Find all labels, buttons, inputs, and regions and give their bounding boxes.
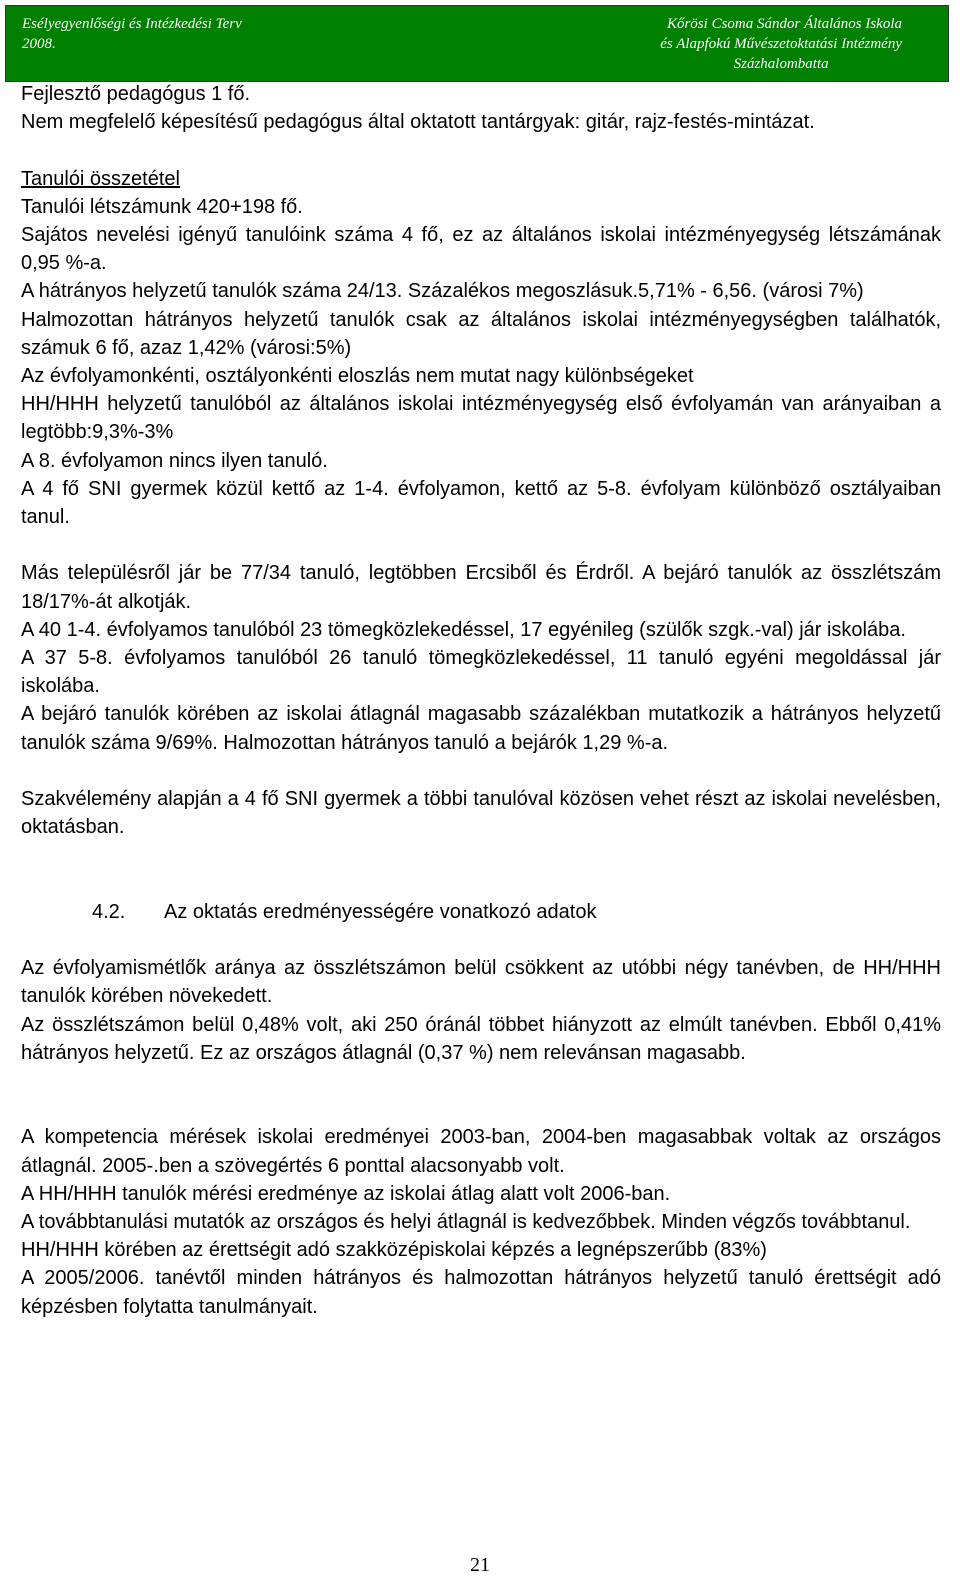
document-year: 2008. — [22, 36, 56, 52]
paragraph: Szakvélemény alapján a 4 fő SNI gyermek a többi tanulóval közösen vehet részt az iskolai nevelésben, oktatásban. — [21, 788, 941, 839]
document-title: Esélyegyenlőségi és Intézkedési Terv — [22, 16, 242, 32]
paragraph: A 2005/2006. tanévtől minden hátrányos és halmozottan hátrányos helyzetű tanuló érettségit adó képzésben folytatta tanulmányait. — [21, 1267, 941, 1318]
paragraph: Fejlesztő pedagógus 1 fő. — [21, 83, 251, 105]
header-right — [660, 14, 902, 74]
paragraph: Az évfolyamismétlők aránya az összlétszámon belül csökkent az utóbbi négy tanévben, de HH/HHH tanulók körében növekedett. — [21, 957, 941, 1008]
school-name: Kőrösi Csoma Sándor Általános Iskola — [666, 16, 902, 32]
paragraph: A továbbtanulási mutatók az országos és helyi átlagnál is kedvezőbbek. Minden végzős továbbtanul. — [21, 1211, 911, 1233]
paragraph: A kompetencia mérések iskolai eredményei 2003-ban, 2004-ben magasabbak voltak az országos átlagnál. 2005-.ben a szövegértés 6 ponttal alacsonyabb volt. — [21, 1126, 941, 1177]
paragraph: A 8. évfolyamon nincs ilyen tanuló. — [21, 449, 328, 472]
school-city: Százhalombatta — [733, 56, 829, 72]
paragraph: A hátrányos helyzetű tanulók száma 24/13. Százalékos megoszlásuk.5,71% - 6,56. (városi 7%) — [21, 280, 864, 303]
paragraph: Halmozottan hátrányos helyzetű tanulók csak az általános iskolai intézményegységben találhatók, számuk 6 fő, azaz 1,42% (városi:5%) — [21, 308, 941, 359]
paragraph: A bejáró tanulók körében az iskolai átlagnál magasabb százalékban mutatkozik a hátrányos helyzetű tanulók száma 9/69%. Halmozottan hátrányos tanuló a bejárók 1,29 %-a. — [21, 703, 941, 754]
paragraph: HH/HHH helyzetű tanulóból az általános iskolai intézményegység első évfolyamán van arányaiban a legtöbb:9,3%-3% — [21, 393, 941, 444]
paragraph: A 4 fő SNI gyermek közül kettő az 1-4. évfolyamon, kettő az 5-8. évfolyam különböző osztályaiban tanul. — [21, 477, 941, 529]
paragraph: Sajátos nevelési igényű tanulóink száma 4 fő, ez az általános iskolai intézményegység létszámának 0,95 %-a. — [21, 224, 941, 275]
page-number: 21 — [470, 1554, 490, 1576]
section-title: Az oktatás eredményességére vonatkozó adatok — [164, 900, 597, 923]
paragraph: A HH/HHH tanulók mérési eredménye az iskolai átlag alatt volt 2006-ban. — [21, 1182, 671, 1205]
paragraph: Az évfolyamonkénti, osztályonkénti eloszlás nem mutat nagy különbségeket — [21, 365, 694, 388]
section-number: 4.2. — [92, 900, 126, 923]
section-heading — [21, 898, 941, 926]
paragraph: A 40 1-4. évfolyamos tanulóból 23 tömegközlekedéssel, 17 egyénileg (szülők szgk.-val) jár iskolába. — [21, 618, 906, 641]
paragraph: Nem megfelelő képesítésű pedagógus által oktatott tantárgyak: gitár, rajz-festés-mintázat. — [21, 111, 815, 134]
document-body — [21, 80, 941, 1321]
school-subtitle: és Alapfokú Művészetoktatási Intézmény — [660, 36, 902, 52]
paragraph: Más településről jár be 77/34 tanuló, legtöbben Ercsiből és Érdről. A bejáró tanulók az összlétszám 18/17%-át alkotják. — [21, 562, 941, 613]
section-heading-students: Tanulói összetétel — [21, 167, 180, 190]
paragraph: HH/HHH körében az érettségit adó szakközépiskolai képzés a legnépszerűbb (83%) — [21, 1239, 767, 1262]
paragraph: A 37 5-8. évfolyamos tanulóból 26 tanuló tömegközlekedéssel, 11 tanuló egyéni megoldással jár iskolába. — [21, 647, 941, 698]
paragraph: Tanulói létszámunk 420+198 fő. — [21, 195, 303, 218]
page-header — [5, 5, 949, 82]
header-left — [22, 14, 242, 54]
paragraph: Az összlétszámon belül 0,48% volt, aki 250 óránál többet hiányzott az elmúlt tanévben. Ebből 0,41% hátrányos helyzetű. Ez az országos átlagnál (0,37 %) nem relevánsan magasabb. — [21, 1013, 941, 1064]
